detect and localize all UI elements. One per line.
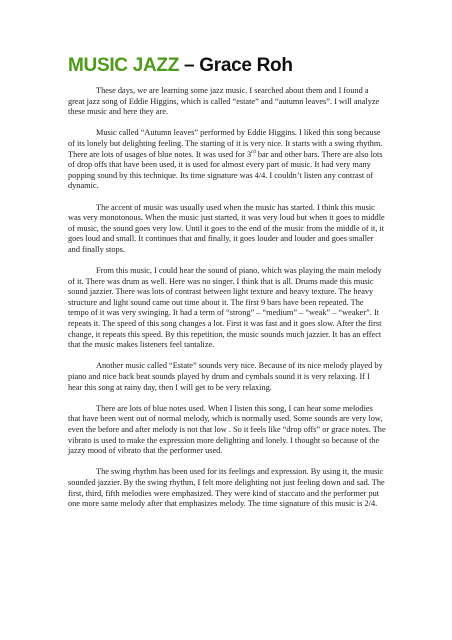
ordinal-suffix: rd [251, 148, 256, 155]
paragraph-instruments: From this music, I could hear the sound of piano, which was playing the main melody of it. There was drum as well. Here was no singer. I think that is all. Drums made this music sound jazzier. There was lots of contrast between light texture and heavy texture. The heavy structure and light sound came out time about it. The first 9 bars have been repeated. The tempo of it was very swinging. It had a term of “strong” – “medium” – “weak” – “weaker”. It repeats it. The speed of this song changes a lot. First it was fast and it goes slow. After the first change, it repeats this speed. By this repetition, the music sounds much jazzier. It has an effect that the music makes listeners feel tantalize. [68, 266, 382, 350]
document-body [68, 86, 386, 510]
paragraph-autumn-leaves-part1: Music called “Autumn leaves” performed by Eddie Higgins. I liked this song because of its lonely but delighting feeling. The starting of it is very nice. It starts with a swing rhythm. There are lots of usages of blue notes. It was used for 3 [68, 128, 383, 159]
document-title [68, 54, 293, 78]
paragraph-estate: Another music called “Estate” sounds very nice. Because of its nice melody played by piano and nice back beat sounds played by drum and cymbals sound it is very relaxing. If I hear this song at rainy day, then I will get to be very relaxing. [68, 361, 383, 392]
paragraph-blue-notes: There are lots of blue notes used. When I listen this song, I can hear some melodies that have been went out of normal melody, which is normally used. Some sounds are very low, even the before and after melody is not that low . So it feels like “drop offs” or grace notes. The vibrato is used to make the expression more delighting and lonely. I thought so because of the jazzy mood of vibrato that the performer used. [68, 403, 386, 456]
paragraph-accent: The accent of music was usually used when the music has started. I think this music was very monotonous. When the music just started, it was very loud but when it goes to middle of music, the sound goes very low. Until it goes to the end of the music from the middle of it, it goes loud and small. It continues that and finally, it goes louder and louder and goes smaller and finally stops. [68, 202, 385, 254]
paragraph-autumn-leaves [68, 128, 386, 192]
title-author: – Grace Roh [179, 55, 293, 76]
title-music-jazz: MUSIC JAZZ [68, 55, 180, 76]
paragraph-autumn-leaves-part2: bar and other bars. There are also lots of drop offs that have been used, it is used for almost every part of music. It had very many popping sound by this technique. Its time signature was 4/4. I couldn’t listen any contrast of dynamic. [68, 149, 383, 191]
paragraph-swing-rhythm: The swing rhythm has been used for its feelings and expression. By using it, the music sounded jazzier. By the swing rhythm, I felt more delighting not just feeling down and sad. The first, third, fifth melodies were emphasized. They were kind of staccato and the performer put one more same melody after that emphasizes melody. The time signature of this music is 2/4. [68, 467, 385, 509]
paragraph-intro: These days, we are learning some jazz music. I searched about them and I found a great jazz song of Eddie Higgins, which is called “estate” and “autumn leaves”. I will analyze these music and here they are. [68, 86, 380, 117]
